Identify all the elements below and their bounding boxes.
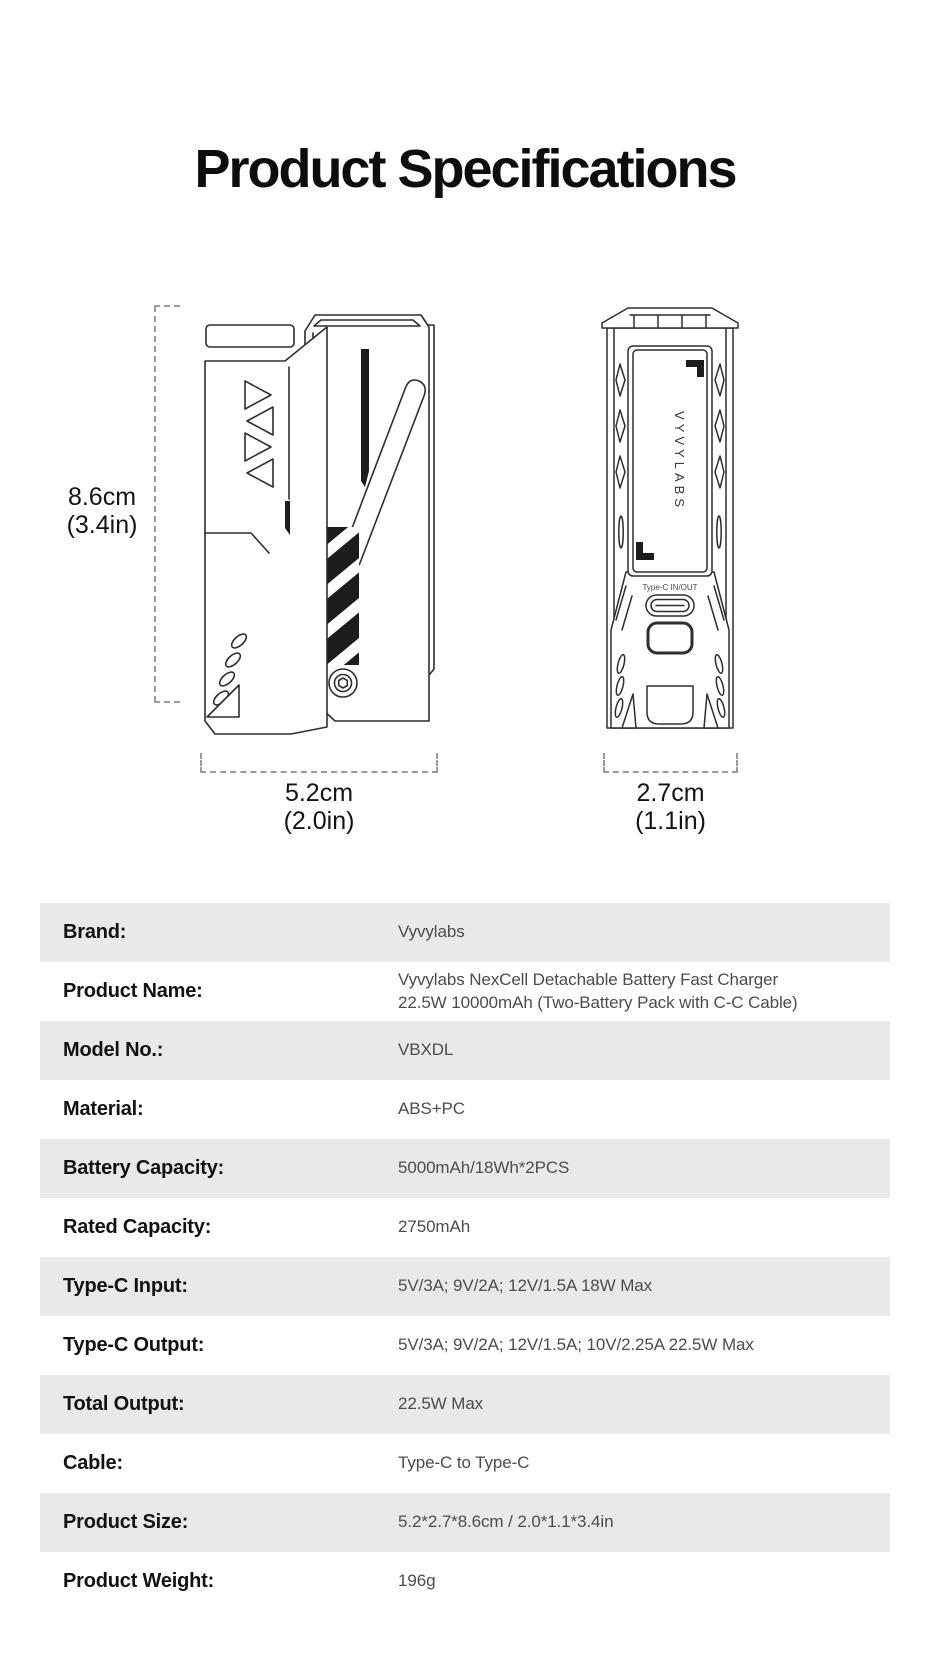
- spec-label: Rated Capacity:: [63, 1216, 212, 1238]
- side-view-drawing: [600, 300, 740, 740]
- spec-table: [40, 903, 890, 1611]
- spec-row: [40, 1552, 890, 1611]
- spec-value: Type-C to Type-C: [398, 1453, 530, 1473]
- spec-value: 5V/3A; 9V/2A; 12V/1.5A 18W Max: [398, 1276, 653, 1296]
- side-width-cm: 2.7cm: [636, 779, 705, 807]
- spec-row: [40, 962, 890, 1021]
- front-view-drawing: [193, 303, 440, 740]
- spec-value: ABS+PC: [398, 1099, 465, 1119]
- spec-value: 2750mAh: [398, 1217, 471, 1237]
- spec-label: Cable:: [63, 1452, 123, 1474]
- spec-value: 196g: [398, 1571, 436, 1591]
- side-width-dimension-label: [603, 779, 738, 835]
- side-brand-mark: VYVYLABS: [672, 411, 687, 511]
- side-width-in: (1.1in): [635, 807, 706, 835]
- side-top-cap: [602, 308, 738, 328]
- spec-value: 5.2*2.7*8.6cm / 2.0*1.1*3.4in: [398, 1512, 614, 1532]
- type-c-port-label: Type-C IN/OUT: [642, 583, 698, 592]
- spec-row: [40, 1434, 890, 1493]
- power-button: [648, 623, 692, 653]
- spec-value: VBXDL: [398, 1040, 454, 1060]
- spec-label: Material:: [63, 1098, 144, 1120]
- spec-value: Vyvylabs: [398, 922, 465, 942]
- spec-row: [40, 1139, 890, 1198]
- spec-label: Type-C Output:: [63, 1334, 205, 1356]
- spec-label: Product Size:: [63, 1511, 189, 1533]
- height-cm: 8.6cm: [67, 483, 137, 511]
- front-width-dimension-line: [200, 753, 438, 773]
- spec-row: [40, 1198, 890, 1257]
- spec-value: 5000mAh/18Wh*2PCS: [398, 1158, 570, 1178]
- front-left-panel: [205, 327, 327, 734]
- spec-row: [40, 1021, 890, 1080]
- screw: [329, 669, 357, 697]
- spec-row: [40, 1080, 890, 1139]
- height-dimension-tick-bottom: [154, 701, 180, 703]
- height-dimension-tick-top: [154, 305, 180, 307]
- front-width-cm: 5.2cm: [284, 779, 354, 807]
- side-width-dimension-line: [603, 753, 738, 773]
- bottom-hatch: [647, 686, 693, 724]
- spec-row: [40, 903, 890, 962]
- spec-label: Type-C Input:: [63, 1275, 188, 1297]
- spec-label: Model No.:: [63, 1039, 164, 1061]
- front-width-dimension-label: [200, 779, 438, 835]
- page-title: Product Specifications: [194, 139, 736, 199]
- spec-label: Product Weight:: [63, 1570, 215, 1592]
- spec-label: Battery Capacity:: [63, 1157, 225, 1179]
- spec-value: 22.5W Max: [398, 1394, 484, 1414]
- spec-label: Product Name:: [63, 980, 203, 1002]
- spec-value: Vyvylabs NexCell Detachable Battery Fast Charger 22.5W 10000mAh (Two-Battery Pack with C-C Cable): [398, 969, 798, 1012]
- spec-value: 5V/3A; 9V/2A; 12V/1.5A; 10V/2.25A 22.5W Max: [398, 1335, 754, 1355]
- height-in: (3.4in): [66, 511, 138, 539]
- spec-row: [40, 1375, 890, 1434]
- front-width-in: (2.0in): [283, 807, 355, 835]
- spec-row: [40, 1493, 890, 1552]
- spec-row: [40, 1316, 890, 1375]
- spec-label: Total Output:: [63, 1393, 185, 1415]
- spec-label: Brand:: [63, 921, 127, 943]
- spec-row: [40, 1257, 890, 1316]
- height-dimension-label: [44, 483, 160, 539]
